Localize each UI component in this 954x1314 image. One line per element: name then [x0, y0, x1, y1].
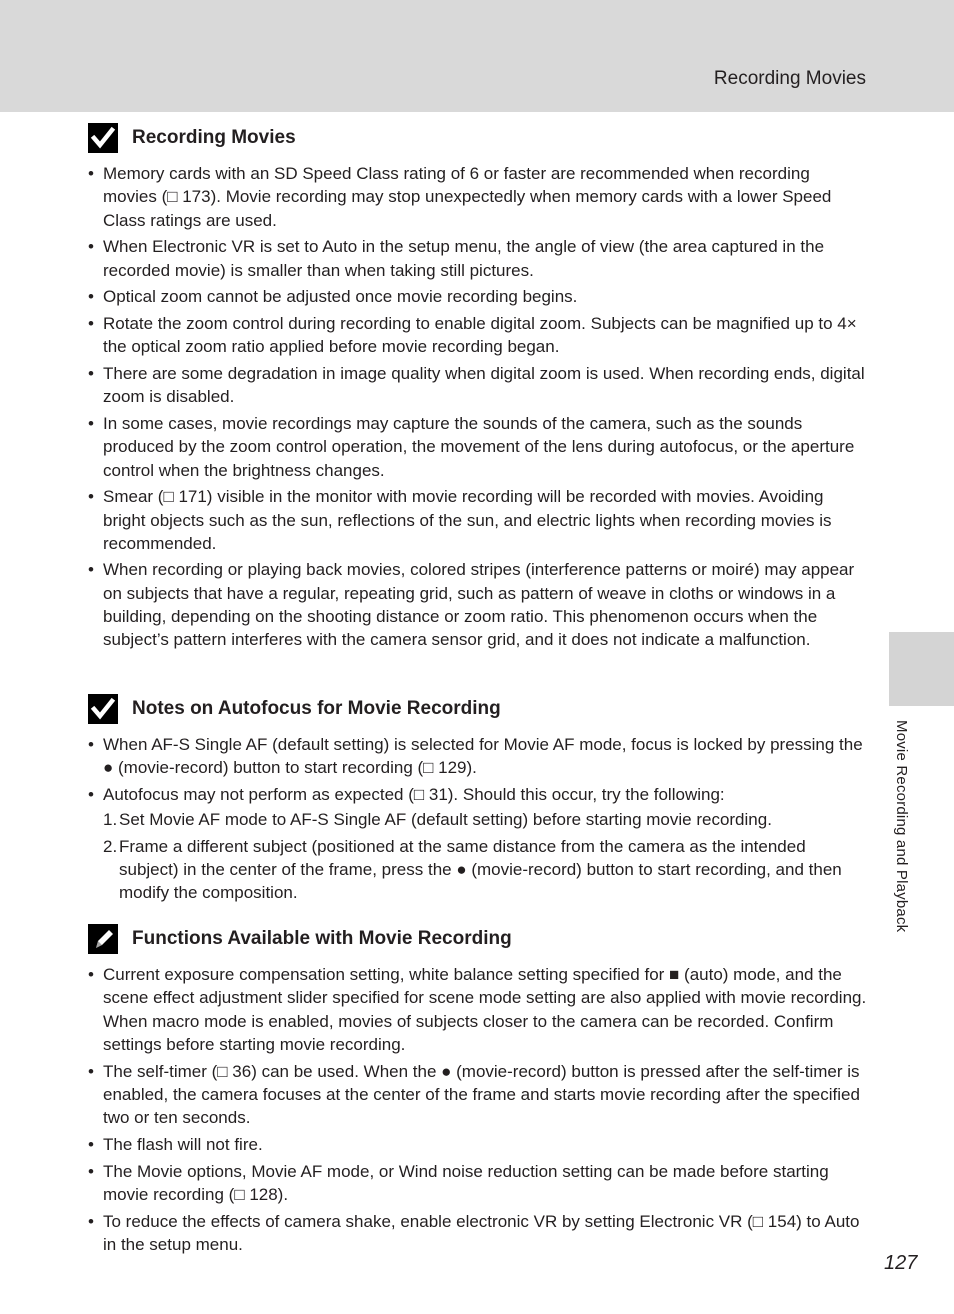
step-text: Set Movie AF mode to AF-S Single AF (default setting) before starting movie recording.: [119, 810, 772, 830]
step-item: [103, 835, 868, 905]
step-text: Frame a different subject (positioned at the same distance from the camera as the intended subject) in the center of the frame, press the ● (movie-record) button to start recording, and then modify the composition.: [119, 836, 842, 903]
pencil-note-icon: [88, 924, 118, 954]
list-item: • When recording or playing back movies, colored stripes (interference patterns or moiré) may appear on subjects that have a regular, repeating grid, such as pattern of weave in cloths or windows in a building, depending on the shooting distance or zoom ratio. This phenomenon occurs when the subject’s pattern interferes with the camera sensor grid, and it does not indicate a malfunction.: [88, 558, 868, 651]
step-number: 1.: [103, 810, 118, 830]
section-recording-movies: [88, 120, 868, 655]
bullet-list: [88, 963, 868, 1256]
chapter-tab-label: Movie Recording and Playback: [893, 720, 910, 933]
list-item: • When AF-S Single AF (default setting) is selected for Movie AF mode, focus is locked by pressing the ● (movie-record) button to start recording (□ 129).: [88, 733, 868, 780]
list-item: [88, 783, 868, 904]
section-functions-available: [88, 921, 868, 1260]
list-item: • In some cases, movie recordings may capture the sounds of the camera, such as the sounds produced by the zoom control operation, the movement of the lens during autofocus, or the aperture control when the brightness changes.: [88, 412, 868, 482]
list-item-text: Autofocus may not perform as expected (□ 31). Should this occur, try the following:: [103, 784, 725, 804]
list-item: • When Electronic VR is set to Auto in the setup menu, the angle of view (the area captured in the recorded movie) is smaller than when taking still pictures.: [88, 235, 868, 282]
page-number: 127: [884, 1252, 918, 1274]
list-item: • There are some degradation in image quality when digital zoom is used. When recording ends, digital zoom is disabled.: [88, 362, 868, 409]
list-item: • The self-timer (□ 36) can be used. When the ● (movie-record) button is pressed after the self-timer is enabled, the camera focuses at the center of the frame and starts movie recording after the specified two or ten seconds.: [88, 1060, 868, 1130]
header-band: [0, 0, 954, 112]
check-icon: [88, 694, 118, 724]
section-autofocus-notes: [88, 691, 868, 908]
list-item: • Current exposure compensation setting, white balance setting specified for ■ (auto) mode, and the scene effect adjustment slider specified for scene mode setting are also applied with movie recording. When macro mode is enabled, movies of subjects closer to the camera can be recorded. Confirm settings before starting movie recording.: [88, 963, 868, 1056]
section-header: [88, 921, 868, 957]
list-item: • Optical zoom cannot be adjusted once movie recording begins.: [88, 285, 868, 308]
list-item: • Rotate the zoom control during recording to enable digital zoom. Subjects can be magnified up to 4× the optical zoom ratio applied before movie recording began.: [88, 312, 868, 359]
list-item: • The flash will not fire.: [88, 1133, 868, 1156]
bullet-list: [88, 733, 868, 904]
section-header: [88, 691, 868, 727]
chapter-tab: [889, 632, 954, 706]
step-item: [103, 808, 868, 831]
list-item: • Memory cards with an SD Speed Class rating of 6 or faster are recommended when recording movies (□ 173). Movie recording may stop unexpectedly when memory cards with a lower Speed Class ratings are used.: [88, 162, 868, 232]
step-number: 2.: [103, 836, 118, 856]
list-item: • To reduce the effects of camera shake, enable electronic VR by setting Electronic VR (□ 154) to Auto in the setup menu.: [88, 1210, 868, 1257]
section-header: [88, 120, 868, 156]
step-list: [103, 808, 868, 904]
section-title: Functions Available with Movie Recording: [132, 928, 512, 949]
list-item: • Smear (□ 171) visible in the monitor with movie recording will be recorded with movies. Avoiding bright objects such as the sun, reflections of the sun, and electric lights when recording movies is recommended.: [88, 485, 868, 555]
bullet-list: [88, 162, 868, 652]
section-title: Recording Movies: [132, 127, 296, 148]
running-head: Recording Movies: [713, 68, 866, 89]
list-item: • The Movie options, Movie AF mode, or Wind noise reduction setting can be made before starting movie recording (□ 128).: [88, 1160, 868, 1207]
check-icon: [88, 123, 118, 153]
section-title: Notes on Autofocus for Movie Recording: [132, 698, 501, 719]
